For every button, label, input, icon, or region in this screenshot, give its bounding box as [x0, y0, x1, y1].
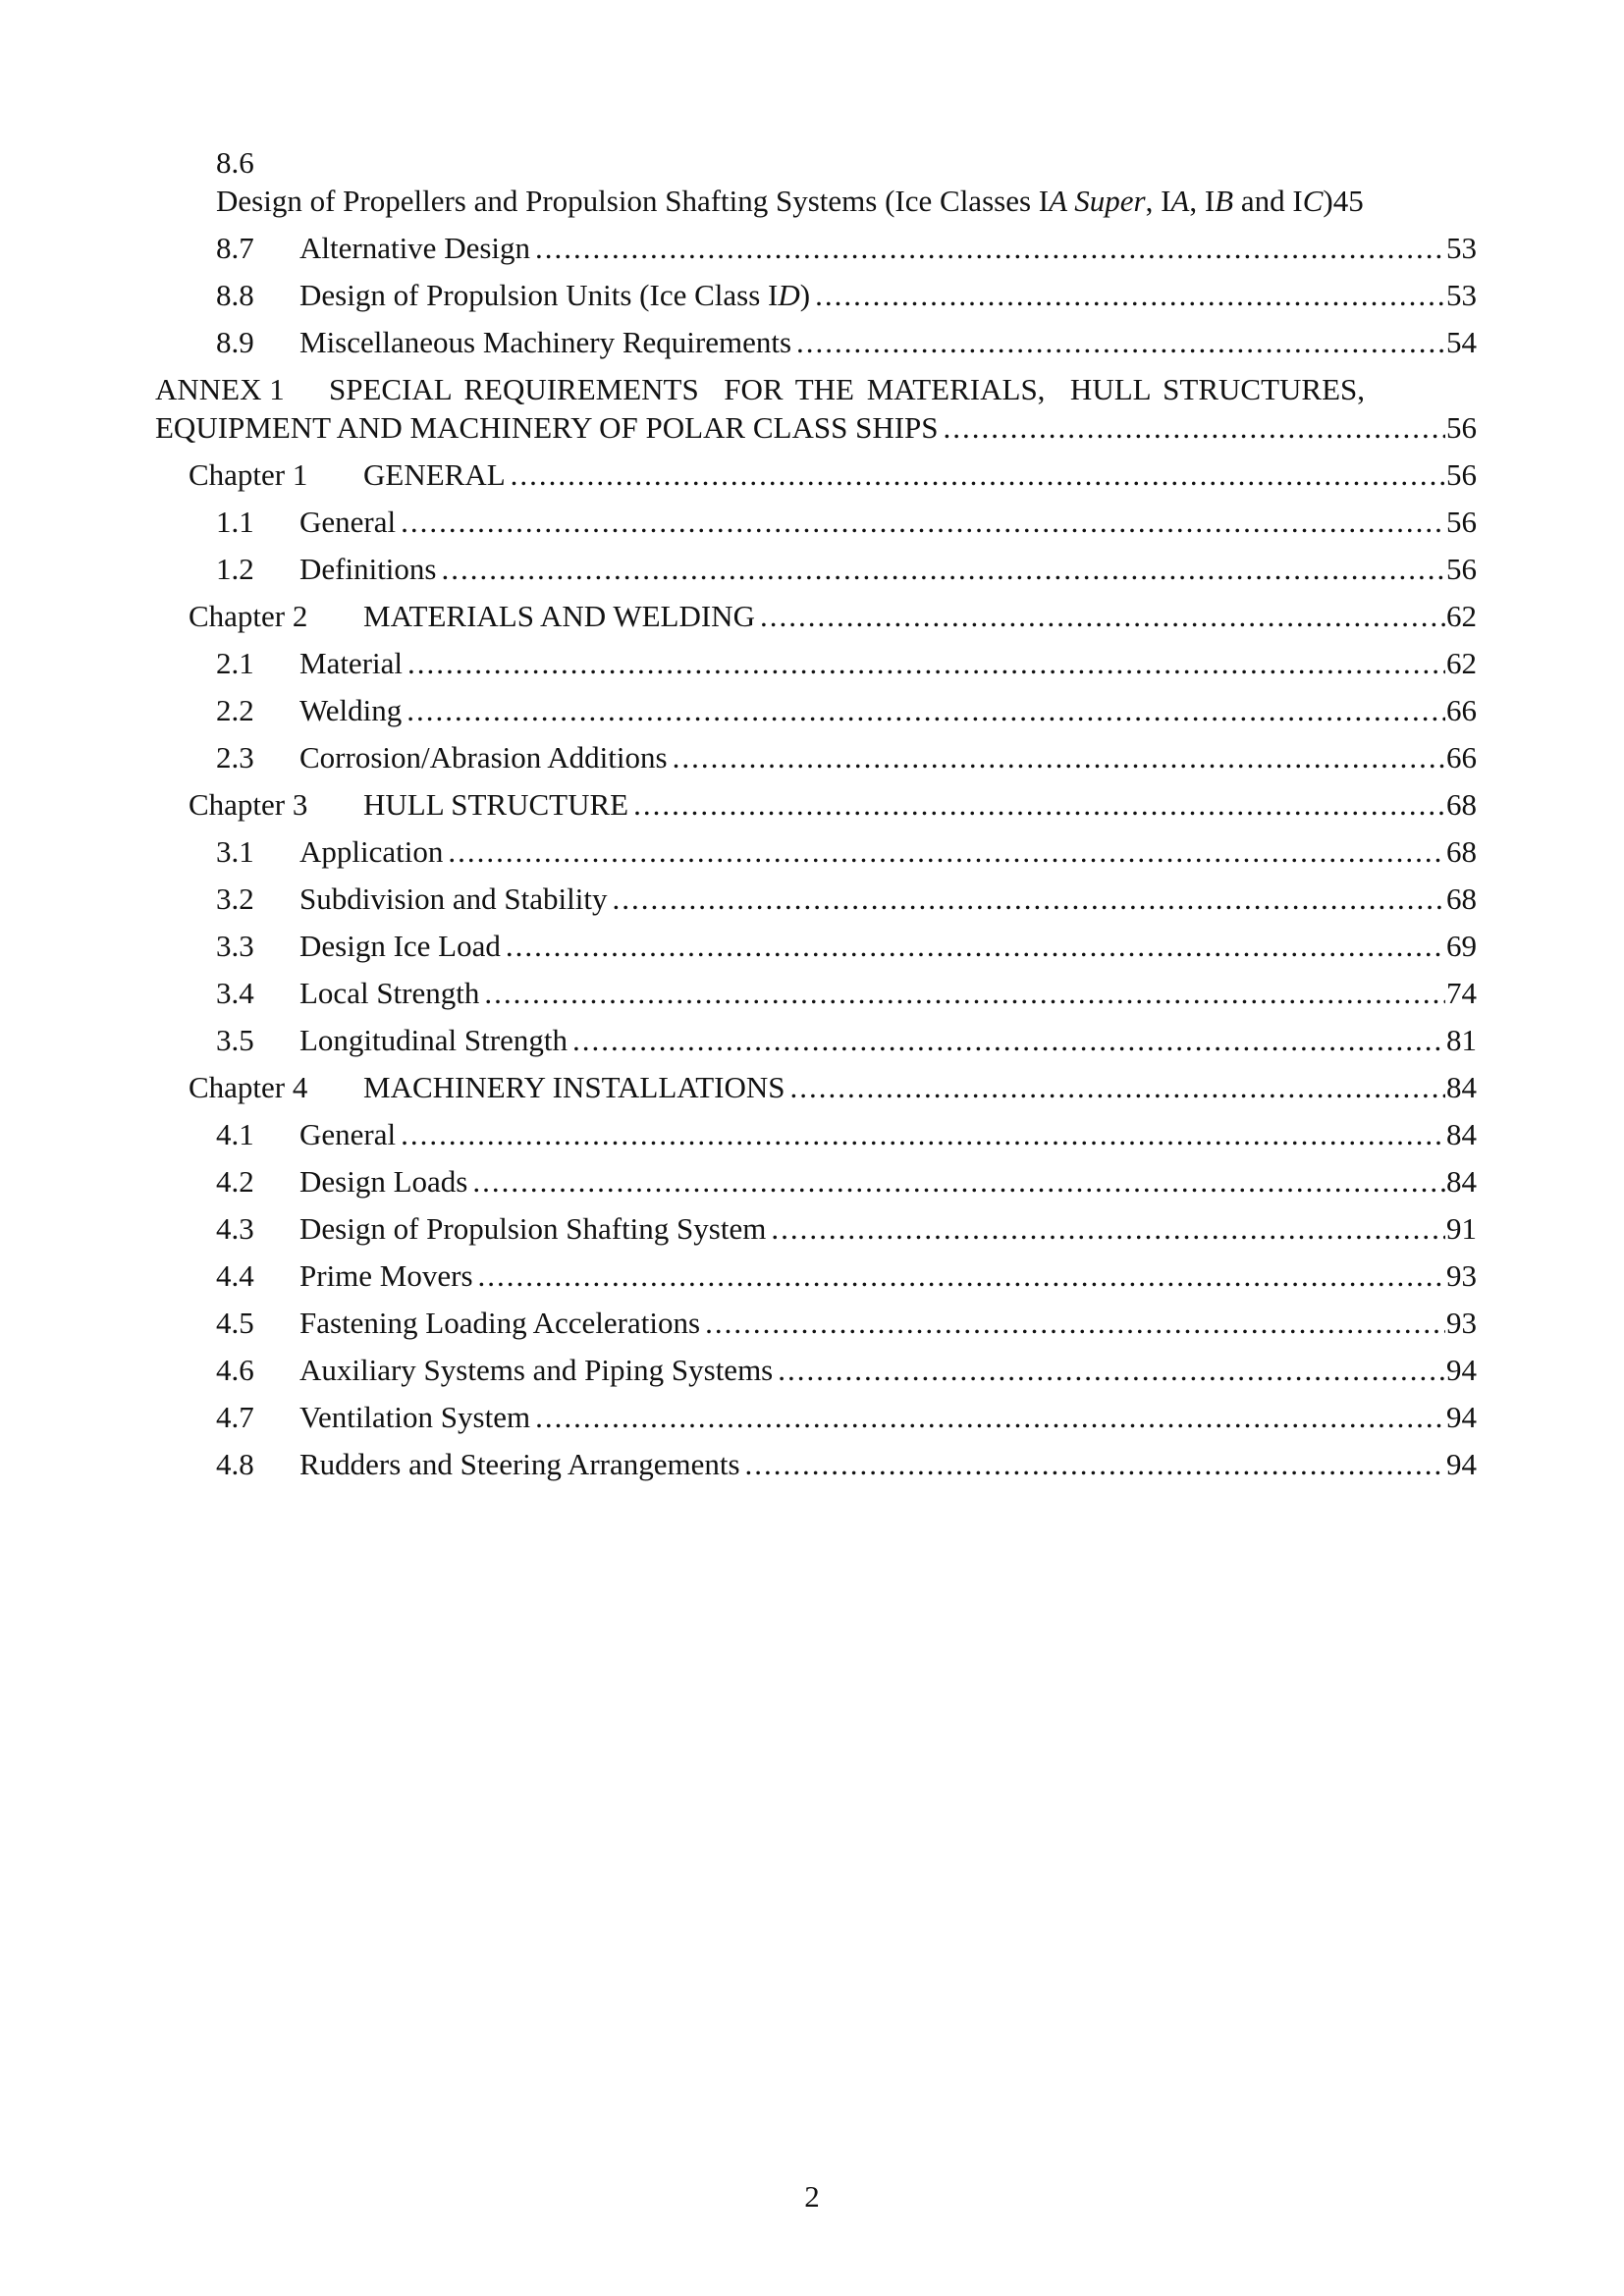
page-number: 2 [804, 2179, 820, 2214]
toc-entry [155, 1351, 1477, 1389]
entry-body [299, 1115, 1477, 1153]
entry-number: 4.5 [216, 1306, 254, 1340]
entry-title [299, 974, 479, 1012]
entry-page-number: 62 [1446, 646, 1477, 680]
entry-title-run: ) [1323, 184, 1333, 218]
entry-title-run: Longitudinal Strength [299, 1023, 568, 1057]
annex-title-line1: SPECIAL REQUIREMENTS FOR THE MATERIALS, HULL STRUCTURES, [329, 372, 1366, 406]
entry-title-run: Application [299, 834, 444, 869]
dot-leader [673, 738, 1445, 776]
dot-leader [745, 1445, 1445, 1483]
toc-entry [155, 1115, 1477, 1153]
toc-chapter-entry [155, 1068, 1477, 1106]
entry-title-run: , I [1189, 184, 1216, 218]
dot-leader [472, 1162, 1445, 1201]
entry-number: 1.1 [216, 505, 254, 539]
entry-number: 3.5 [216, 1023, 254, 1057]
entry-body [299, 1021, 1477, 1059]
entry-page-number: 68 [1446, 787, 1477, 822]
entry-body [299, 550, 1477, 588]
entry-body [299, 644, 1477, 682]
entry-number: 8.6 [216, 145, 254, 180]
entry-title [299, 1021, 568, 1059]
entry-title [299, 644, 403, 682]
toc-entry [155, 738, 1477, 776]
entry-title [299, 229, 530, 267]
entry-title-run: Miscellaneous Machinery Requirements [299, 325, 792, 359]
chapter-title: HULL STRUCTURE [363, 787, 629, 822]
entry-title [299, 738, 668, 776]
entry-body [216, 182, 1477, 220]
entry-body [299, 1398, 1477, 1436]
chapter-number: Chapter 2 [189, 599, 308, 633]
entry-page-number: 84 [1446, 1117, 1477, 1151]
chapter-number: Chapter 4 [189, 1070, 308, 1104]
entry-title [299, 1445, 740, 1483]
entry-title [299, 323, 791, 361]
dot-leader [406, 691, 1445, 729]
entry-page-number: 68 [1446, 881, 1477, 916]
toc-entry [155, 644, 1477, 682]
entry-page-number: 62 [1446, 599, 1477, 633]
dot-leader [448, 832, 1445, 871]
entry-page-number: 93 [1446, 1258, 1477, 1293]
annex-label: ANNEX 1 [155, 372, 285, 406]
entry-title-run: Definitions [299, 552, 437, 586]
entry-body [299, 691, 1477, 729]
entry-number: 4.8 [216, 1447, 254, 1481]
toc-entry [155, 1021, 1477, 1059]
entry-title [299, 691, 402, 729]
entry-page-number: 56 [1446, 410, 1477, 445]
entry-number: 4.3 [216, 1211, 254, 1246]
chapter-title: MACHINERY INSTALLATIONS [363, 1070, 785, 1104]
entry-page-number: 56 [1446, 552, 1477, 586]
dot-leader [815, 276, 1445, 314]
toc-entry [155, 229, 1477, 267]
entry-number: 2.3 [216, 740, 254, 774]
entry-title [299, 503, 396, 541]
entry-title-run: , I [1145, 184, 1171, 218]
entry-title-run: Ventilation System [299, 1400, 531, 1434]
toc-annex-entry [155, 370, 1477, 447]
toc-chapter-entry [155, 597, 1477, 635]
entry-number: 4.6 [216, 1353, 254, 1387]
entry-title-run: General [299, 1117, 397, 1151]
entry-page-number: 94 [1446, 1353, 1477, 1387]
entry-number: 2.2 [216, 693, 254, 727]
dot-leader [771, 1209, 1445, 1248]
dot-leader [944, 408, 1445, 447]
entry-title-run: Design Ice Load [299, 929, 501, 963]
entry-title-run: Design of Propellers and Propulsion Shafting Systems (Ice Classes I [216, 184, 1050, 218]
entry-title [299, 1304, 700, 1342]
dot-leader [401, 1115, 1445, 1153]
entry-page-number: 53 [1446, 278, 1477, 312]
entry-title-run: Design of Propulsion Units (Ice Class I [299, 278, 779, 312]
toc-entry [155, 880, 1477, 918]
entry-number: 4.1 [216, 1117, 254, 1151]
dot-leader [796, 323, 1445, 361]
entry-number: 8.8 [216, 278, 254, 312]
entry-page-number: 74 [1446, 976, 1477, 1010]
dot-leader [484, 974, 1445, 1012]
entry-title-run: ) [799, 278, 811, 312]
annex-title-line2: EQUIPMENT AND MACHINERY OF POLAR CLASS SHIPS [155, 410, 939, 445]
entry-number: 2.1 [216, 646, 254, 680]
toc-entry [155, 1162, 1477, 1201]
dot-leader [535, 1398, 1445, 1436]
entry-title-italic-run: B [1215, 184, 1234, 218]
entry-number: 4.2 [216, 1164, 254, 1199]
entry-page-number: 94 [1446, 1447, 1477, 1481]
dot-leader [407, 644, 1445, 682]
entry-page-number: 91 [1446, 1211, 1477, 1246]
entry-title [299, 880, 607, 918]
chapter-body [363, 597, 1477, 635]
entry-page-number: 84 [1446, 1070, 1477, 1104]
entry-title [299, 276, 810, 314]
entry-page-number: 68 [1446, 834, 1477, 869]
dot-leader [790, 1068, 1445, 1106]
chapter-body [363, 455, 1477, 494]
entry-title-run: Rudders and Steering Arrangements [299, 1447, 740, 1481]
toc-chapter-entry [155, 785, 1477, 824]
entry-title [299, 1209, 766, 1248]
toc-chapter-entry [155, 455, 1477, 494]
chapter-body [363, 785, 1477, 824]
entry-title-run: Corrosion/Abrasion Additions [299, 740, 668, 774]
entry-page-number: 93 [1446, 1306, 1477, 1340]
dot-leader [478, 1256, 1445, 1295]
entry-title [299, 1162, 467, 1201]
dot-leader [511, 455, 1445, 494]
dot-leader [535, 229, 1445, 267]
entry-title-run: General [299, 505, 397, 539]
entry-title-run: Alternative Design [299, 231, 531, 265]
entry-body [299, 927, 1477, 965]
chapter-title: GENERAL [363, 457, 506, 492]
entry-title [299, 1398, 530, 1436]
dot-leader [633, 785, 1445, 824]
entry-title-run: Fastening Loading Accelerations [299, 1306, 701, 1340]
entry-number: 3.3 [216, 929, 254, 963]
entry-number: 3.2 [216, 881, 254, 916]
toc-entry [155, 143, 1477, 220]
toc-entry [155, 691, 1477, 729]
toc-entry [155, 503, 1477, 541]
chapter-number: Chapter 1 [189, 457, 308, 492]
table-of-contents [155, 143, 1477, 1492]
entry-page-number: 66 [1446, 693, 1477, 727]
entry-title-italic-run: A Super [1049, 184, 1146, 218]
dot-leader [778, 1351, 1445, 1389]
entry-title-run: Design of Propulsion Shafting System [299, 1211, 767, 1246]
entry-title-italic-run: A [1170, 184, 1190, 218]
toc-entry [155, 1256, 1477, 1295]
entry-number: 3.4 [216, 976, 254, 1010]
entry-page-number: 53 [1446, 231, 1477, 265]
entry-body [299, 276, 1477, 314]
entry-number: 8.7 [216, 231, 254, 265]
entry-page-number: 84 [1446, 1164, 1477, 1199]
dot-leader [705, 1304, 1445, 1342]
entry-page-number: 56 [1446, 457, 1477, 492]
entry-body [299, 1351, 1477, 1389]
dot-leader [506, 927, 1445, 965]
entry-page-number: 81 [1446, 1023, 1477, 1057]
toc-entry [155, 1445, 1477, 1483]
toc-entry [155, 323, 1477, 361]
entry-number: 8.9 [216, 325, 254, 359]
toc-entry [155, 1398, 1477, 1436]
entry-title [299, 1351, 773, 1389]
dot-leader [572, 1021, 1445, 1059]
entry-page-number: 45 [1332, 184, 1364, 218]
toc-entry [155, 974, 1477, 1012]
chapter-title: MATERIALS AND WELDING [363, 599, 755, 633]
entry-title-run: Auxiliary Systems and Piping Systems [299, 1353, 774, 1387]
entry-title-run: Material [299, 646, 404, 680]
entry-number: 1.2 [216, 552, 254, 586]
entry-body [299, 1445, 1477, 1483]
entry-body [299, 1256, 1477, 1295]
entry-body [299, 503, 1477, 541]
entry-number: 4.7 [216, 1400, 254, 1434]
entry-title [299, 1256, 473, 1295]
chapter-body [363, 1068, 1477, 1106]
toc-entry [155, 550, 1477, 588]
chapter-number: Chapter 3 [189, 787, 308, 822]
entry-body [299, 1162, 1477, 1201]
entry-body [299, 880, 1477, 918]
entry-page-number: 94 [1446, 1400, 1477, 1434]
entry-body [299, 1209, 1477, 1248]
entry-page-number: 66 [1446, 740, 1477, 774]
entry-title [299, 1115, 396, 1153]
dot-leader [760, 597, 1445, 635]
entry-page-number: 54 [1446, 325, 1477, 359]
entry-title-run: Design Loads [299, 1164, 468, 1199]
entry-number: 4.4 [216, 1258, 254, 1293]
entry-title-italic-run: C [1302, 184, 1324, 218]
toc-entry [155, 832, 1477, 871]
entry-title [299, 832, 443, 871]
dot-leader [612, 880, 1445, 918]
entry-title-run: and I [1233, 184, 1303, 218]
entry-page-number: 56 [1446, 505, 1477, 539]
toc-entry [155, 927, 1477, 965]
entry-body [299, 832, 1477, 871]
entry-body [299, 229, 1477, 267]
dot-leader [401, 503, 1445, 541]
entry-body [299, 738, 1477, 776]
entry-title-run: Welding [299, 693, 403, 727]
entry-title-italic-run: D [778, 278, 800, 312]
entry-title-run: Subdivision and Stability [299, 881, 608, 916]
entry-body [299, 974, 1477, 1012]
entry-number: 3.1 [216, 834, 254, 869]
toc-entry [155, 1209, 1477, 1248]
toc-entry [155, 1304, 1477, 1342]
entry-title [299, 550, 437, 588]
entry-body [299, 1304, 1477, 1342]
entry-page-number: 69 [1446, 929, 1477, 963]
entry-body [299, 323, 1477, 361]
toc-entry [155, 276, 1477, 314]
entry-title [299, 927, 501, 965]
entry-title-run: Prime Movers [299, 1258, 473, 1293]
entry-title-run: Local Strength [299, 976, 480, 1010]
dot-leader [442, 550, 1446, 588]
entry-title [216, 182, 1333, 220]
